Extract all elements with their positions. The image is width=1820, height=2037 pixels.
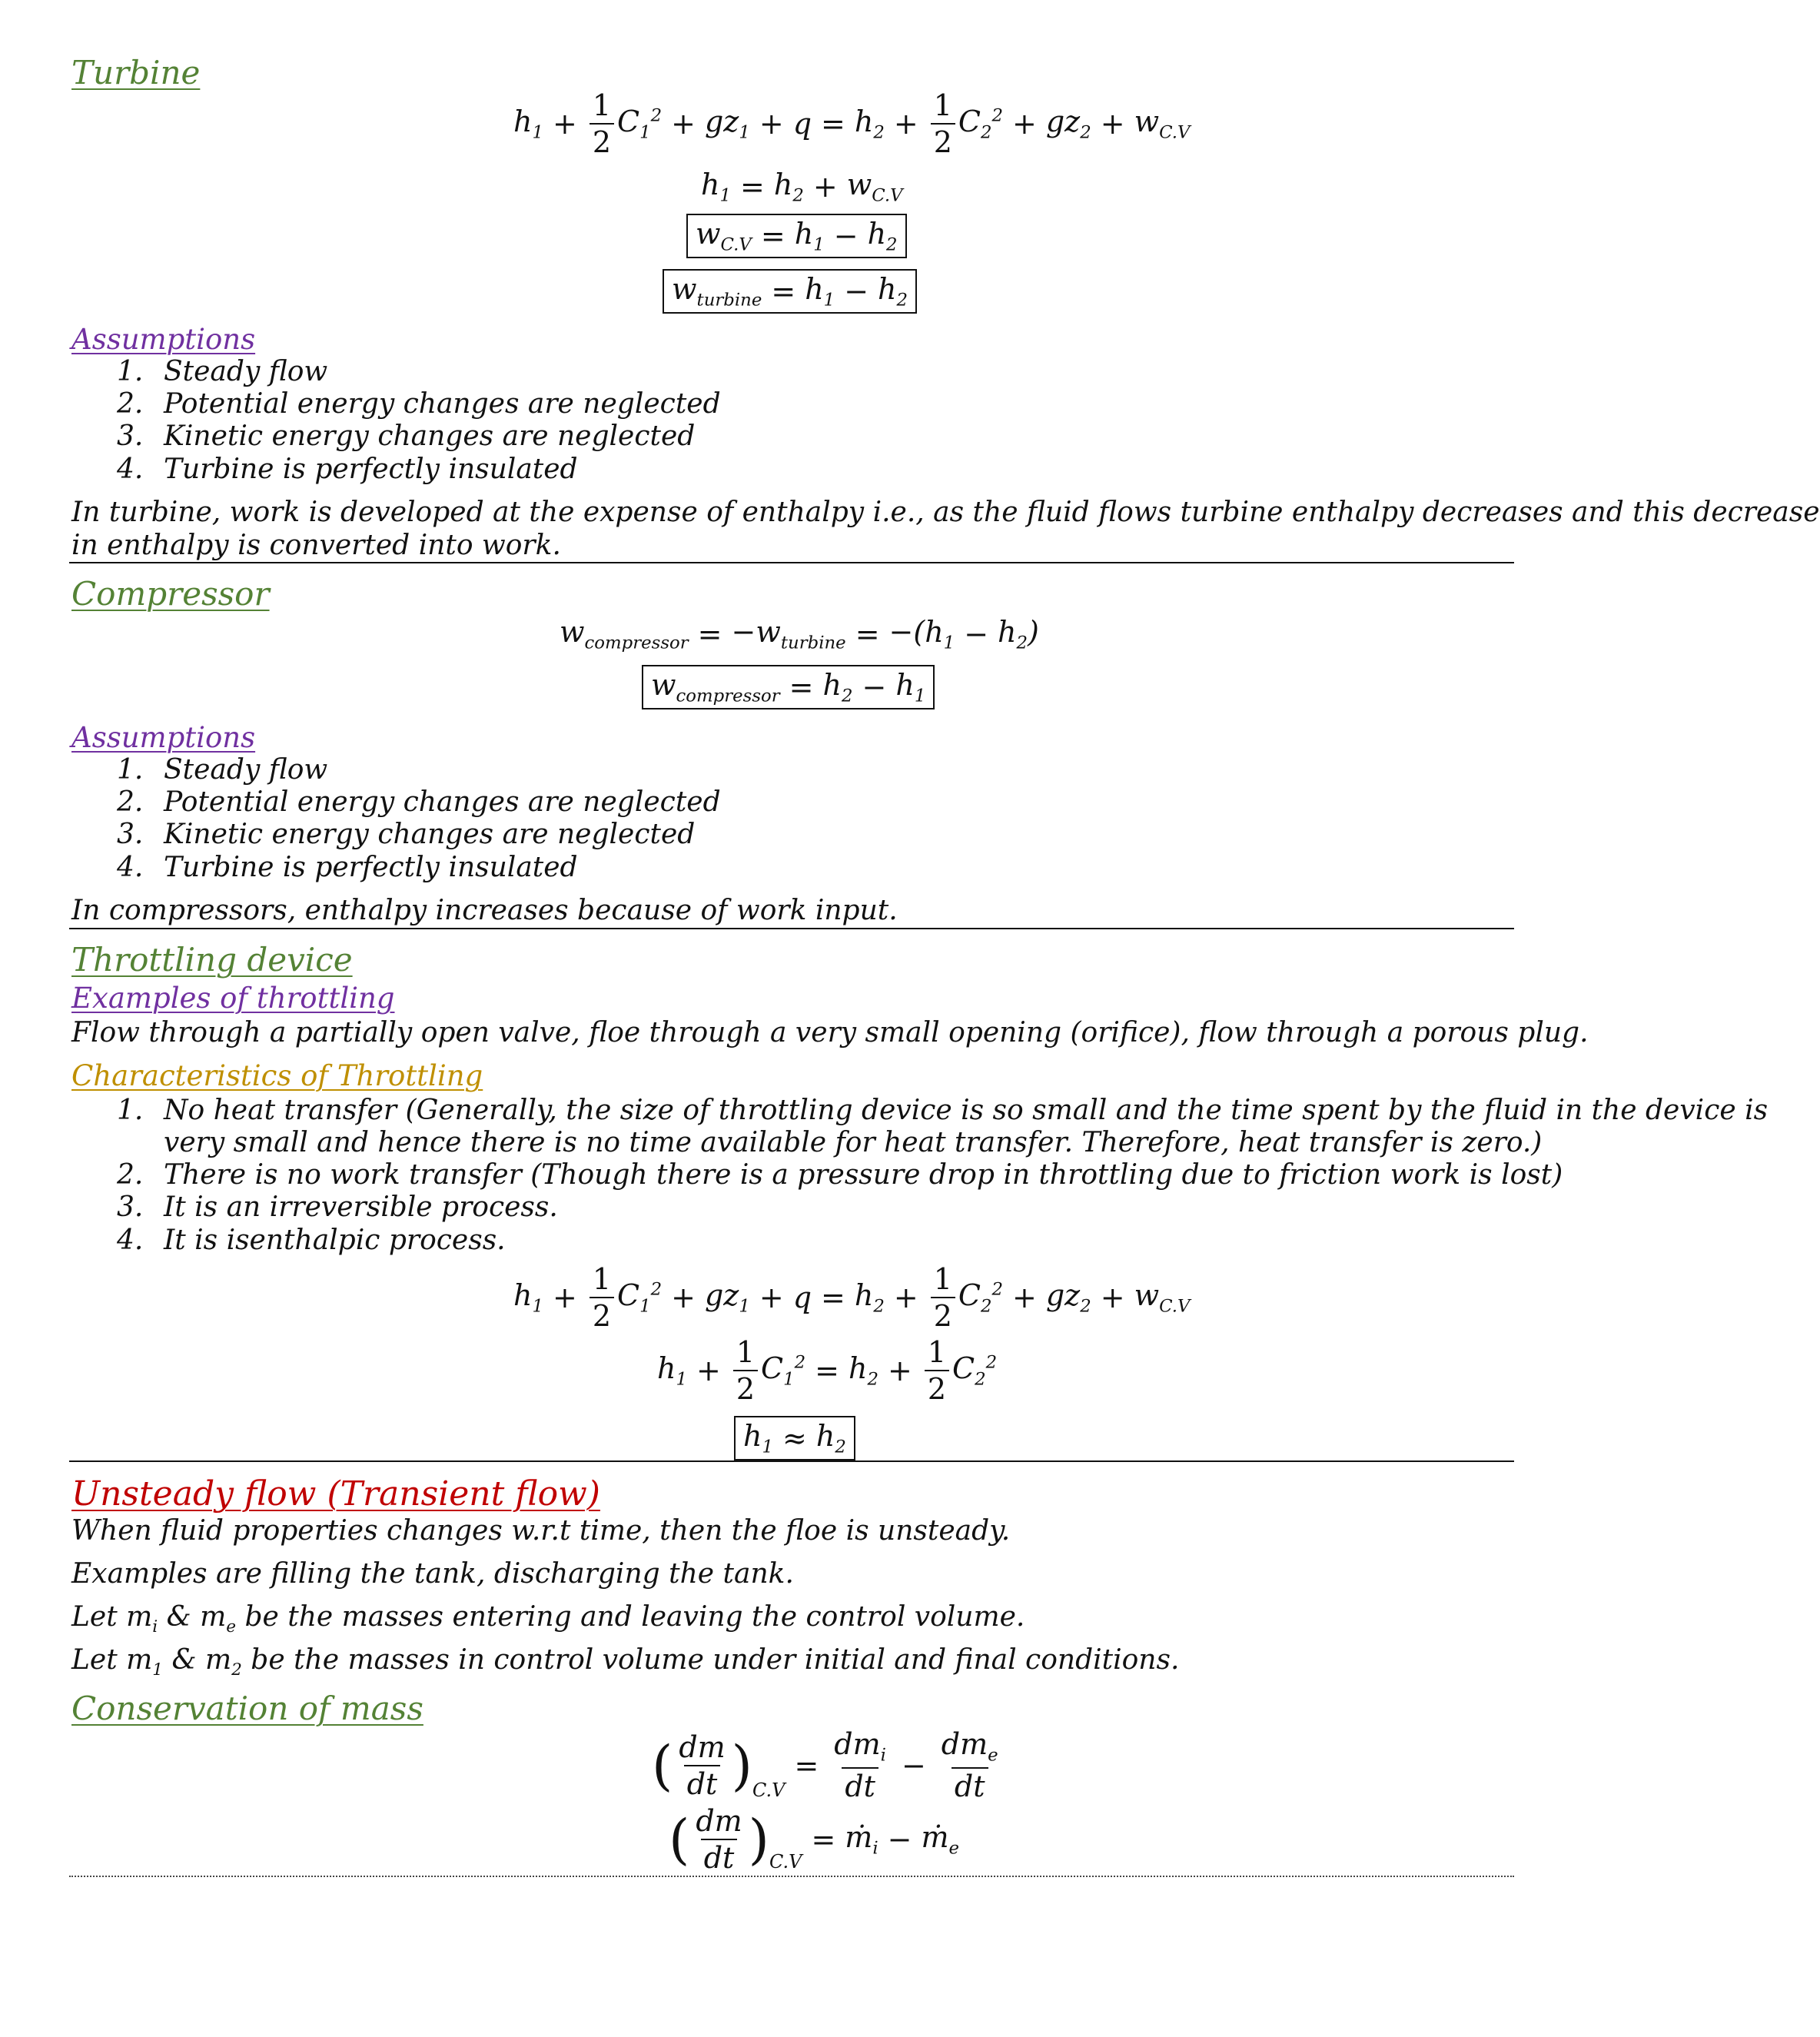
list-item: No heat transfer (Generally, the size of throttling device is so small and the time spent by the fluid in the device is xyxy=(164,1095,1769,1126)
list-number: 1. xyxy=(117,754,144,786)
compressor-heading: Compressor xyxy=(71,575,270,613)
unsteady-line-4: Let $m_1$ & $m_2$ be the masses in control volume under initial and final conditions. xyxy=(71,1644,1180,1680)
turbine-heading: Turbine xyxy=(71,54,201,91)
list-number: 4. xyxy=(117,852,144,883)
turbine-work-cv-box: $w_{C.V}$ = $h_1$ − $h_2$ xyxy=(686,214,907,258)
unsteady-line-3: Let $m_i$ & $m_e$ be the masses entering and leaving the control volume. xyxy=(71,1601,1025,1637)
isenthalpic-result-box: $h_1$ ≈ $h_2$ xyxy=(734,1416,855,1460)
list-number: 2. xyxy=(117,388,144,420)
list-number: 4. xyxy=(117,454,144,485)
compressor-work-box: $w_{compressor}$ = $h_2$ − $h_1$ xyxy=(642,665,935,709)
compressor-assumptions-heading: Assumptions xyxy=(71,721,256,754)
section-divider xyxy=(69,1460,1514,1462)
throttling-energy-equation: $h_1$ + $\frac{1}{2}$ $C_1^2$ + $gz_1$ + q = $h_2$ + $\frac{1}{2}$ $C_2^2$ + $gz_2$ + $w_{C.V}$ xyxy=(513,1262,1191,1333)
list-item: Steady flow xyxy=(164,356,328,387)
list-number: 3. xyxy=(117,1191,144,1223)
throttling-examples-heading: Examples of throttling xyxy=(71,982,395,1015)
compressor-work-equation: $w_{compressor}$ = $-w_{turbine}$ = $-(h_1$ − $h_2$) xyxy=(560,615,1039,653)
list-item: It is an irreversible process. xyxy=(164,1191,558,1223)
list-item: Steady flow xyxy=(164,754,328,786)
section-divider xyxy=(69,562,1514,563)
throttling-characteristics-heading: Characteristics of Throttling xyxy=(71,1059,483,1092)
page-end-divider xyxy=(69,1876,1514,1877)
list-number: 2. xyxy=(117,786,144,818)
list-number: 1. xyxy=(117,1095,144,1126)
list-number: 2. xyxy=(117,1159,144,1191)
list-item: Potential energy changes are neglected xyxy=(164,786,721,818)
unsteady-line-2: Examples are filling the tank, discharging the tank. xyxy=(71,1558,794,1590)
turbine-energy-equation: $h_1$ + $\frac{1}{2}$ $C_1^2$ + $gz_1$ + q = $h_2$ + $\frac{1}{2}$ $C_2^2$ + $gz_2$ + $w_{C.V}$ xyxy=(513,88,1191,159)
list-item-continued: very small and hence there is no time available for heat transfer. Therefore, heat transfer is zero.) xyxy=(164,1127,1543,1158)
list-item: Kinetic energy changes are neglected xyxy=(164,420,696,452)
turbine-paragraph-line-2: in enthalpy is converted into work. xyxy=(71,530,561,561)
mass-flow-equation: ( $\frac{dm}{dt}$ ) C.V = ṁ$_i$ − ṁ$_e$ xyxy=(669,1804,960,1875)
list-number: 3. xyxy=(117,819,144,850)
list-number: 3. xyxy=(117,420,144,452)
turbine-paragraph-line-1: In turbine, work is developed at the expense of enthalpy i.e., as the fluid flows turbine enthalpy decreases and this decrease xyxy=(71,497,1820,528)
list-item: Turbine is perfectly insulated xyxy=(164,852,578,883)
conservation-of-mass-heading: Conservation of mass xyxy=(71,1690,423,1727)
list-item: It is isenthalpic process. xyxy=(164,1225,506,1256)
turbine-simplified-equation: $h_1$ = $h_2$ + $w_{C.V}$ xyxy=(701,168,903,206)
compressor-paragraph: In compressors, enthalpy increases because of work input. xyxy=(71,895,898,926)
throttling-heading: Throttling device xyxy=(71,941,353,979)
throttling-simplified-equation: $h_1$ + $\frac{1}{2}$ $C_1^2$ = $h_2$ + $\frac{1}{2}$ $C_2^2$ xyxy=(657,1335,998,1406)
list-number: 1. xyxy=(117,356,144,387)
list-item: There is no work transfer (Though there is a pressure drop in throttling due to friction work is lost) xyxy=(164,1159,1563,1191)
unsteady-heading: Unsteady flow (Transient flow) xyxy=(71,1474,600,1514)
throttling-examples-text: Flow through a partially open valve, floe through a very small opening (orifice), flow through a porous plug. xyxy=(71,1017,1589,1048)
list-item: Potential energy changes are neglected xyxy=(164,388,721,420)
turbine-work-box: $w_{turbine}$ = $h_1$ − $h_2$ xyxy=(663,269,917,314)
list-number: 4. xyxy=(117,1225,144,1256)
list-item: Turbine is perfectly insulated xyxy=(164,454,578,485)
unsteady-line-1: When fluid properties changes w.r.t time, then the floe is unsteady. xyxy=(71,1515,1011,1547)
list-item: Kinetic energy changes are neglected xyxy=(164,819,696,850)
mass-rate-equation: ( $\frac{dm}{dt}$ ) C.V = $\frac{dm_i}{dt}$ − $\frac{dm_e}{dt}$ xyxy=(652,1727,998,1804)
section-divider xyxy=(69,928,1514,929)
turbine-assumptions-heading: Assumptions xyxy=(71,323,256,356)
